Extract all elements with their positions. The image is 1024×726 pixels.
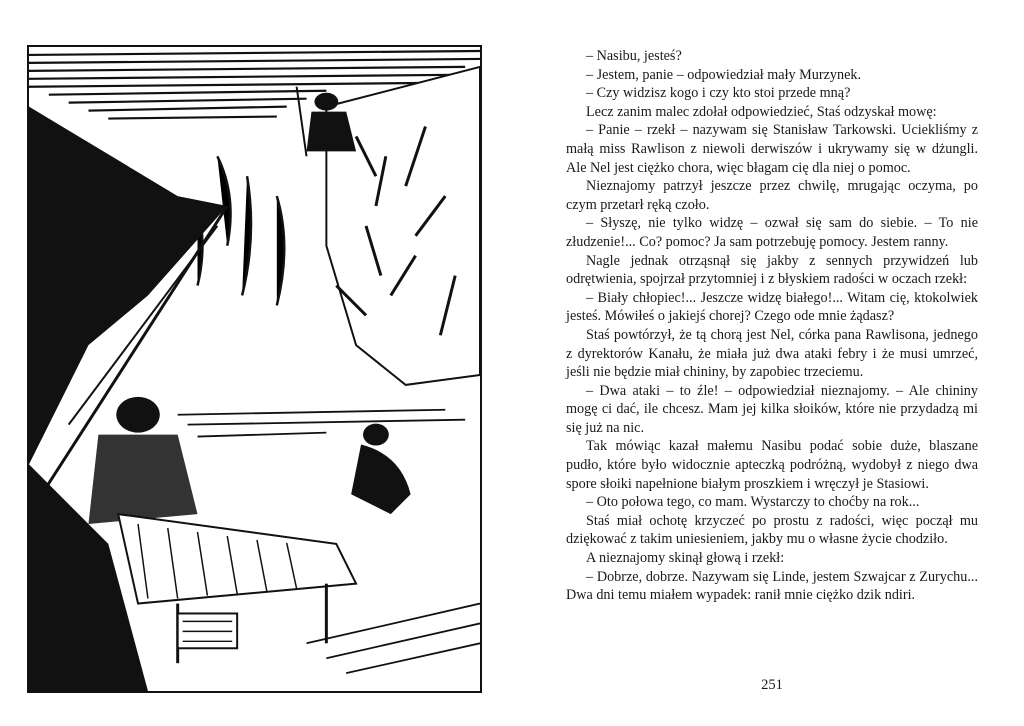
illustration-engraving xyxy=(27,45,482,693)
paragraph: Lecz zanim malec zdołał odpowiedzieć, Staś odzyskał mowę: xyxy=(586,103,937,120)
paragraph: Nagle jednak otrząsnął się jakby z sennych przywidzeń lub odrętwienia, spojrzał przytomniej i z błyskiem radości w oczach rzekł: xyxy=(566,252,978,288)
page-number: 251 xyxy=(761,677,783,693)
paragraph: – Oto połowa tego, co mam. Wystarczy to choćby na rok... xyxy=(586,494,920,511)
paragraph: Tak mówiąc kazał małemu Nasibu podać sobie duże, blaszane pudło, które było widocznie apteczką podróżną, wydobył z niego dwa spore słoiki napełnione białym proszkiem i wręczył je Stasiowi. xyxy=(566,438,978,492)
paragraph: – Nasibu, jesteś? xyxy=(586,48,682,64)
paragraph: – Czy widzisz kogo i czy kto stoi przede mną? xyxy=(586,85,851,102)
paragraph: – Biały chłopiec!... Jeszcze widzę białego!... Witam cię, ktokolwiek jesteś. Mówiłeś o jakiejś chorej? Czego ode mnie żądasz? xyxy=(566,289,978,325)
paragraph: – Dobrze, dobrze. Nazywam się Linde, jestem Szwajcar z Zurychu... Dwa dni temu miałem wypadek: ranił mnie ciężko dzik ndiri. xyxy=(566,568,978,604)
paragraph: – Dwa ataki – to źle! – odpowiedział nieznajomy. – Ale chininy mogę ci dać, ile chcesz. Mam jej kilka słoików, które nie przydadzą mi się już na nic. xyxy=(566,382,978,436)
engraving-illustration-icon xyxy=(29,47,480,691)
paragraph: A nieznajomy skinął głową i rzekł: xyxy=(586,550,785,567)
paragraph: – Słyszę, nie tylko widzę – ozwał się sam do siebie. – To nie złudzenie!... Co? pomoc? Ja sam potrzebuję pomocy. Jestem ranny. xyxy=(566,215,978,250)
paragraph: – Jestem, panie – odpowiedział mały Murzynek. xyxy=(586,66,862,83)
paragraph: Staś powtórzył, że tą chorą jest Nel, córka pana Rawlisona, jednego z dyrektorów Kanału, że miała już dwa ataki febry i że musi umrzeć, jeśli nie będzie miał chininy, by zapobiec trzeciemu. xyxy=(566,326,978,381)
paragraph: Nieznajomy patrzył jeszcze przez chwilę, mrugając oczyma, po czym przetarł ręką czoło. xyxy=(566,178,978,213)
text-page xyxy=(566,47,978,605)
paragraph: Staś miał ochotę krzyczeć po prostu z radości, więc począł mu dziękować z takim uniesieniem, jakby mu o własne życie chodziło. xyxy=(566,512,978,548)
paragraph: – Panie – rzekł – nazywam się Stanisław Tarkowski. Uciekliśmy z małą miss Rawlison z niewoli derwiszów i ukrywamy się w dżungli. Ale Nel jest ciężko chora, więc błagam cię dla niej o pomoc. xyxy=(566,122,978,176)
